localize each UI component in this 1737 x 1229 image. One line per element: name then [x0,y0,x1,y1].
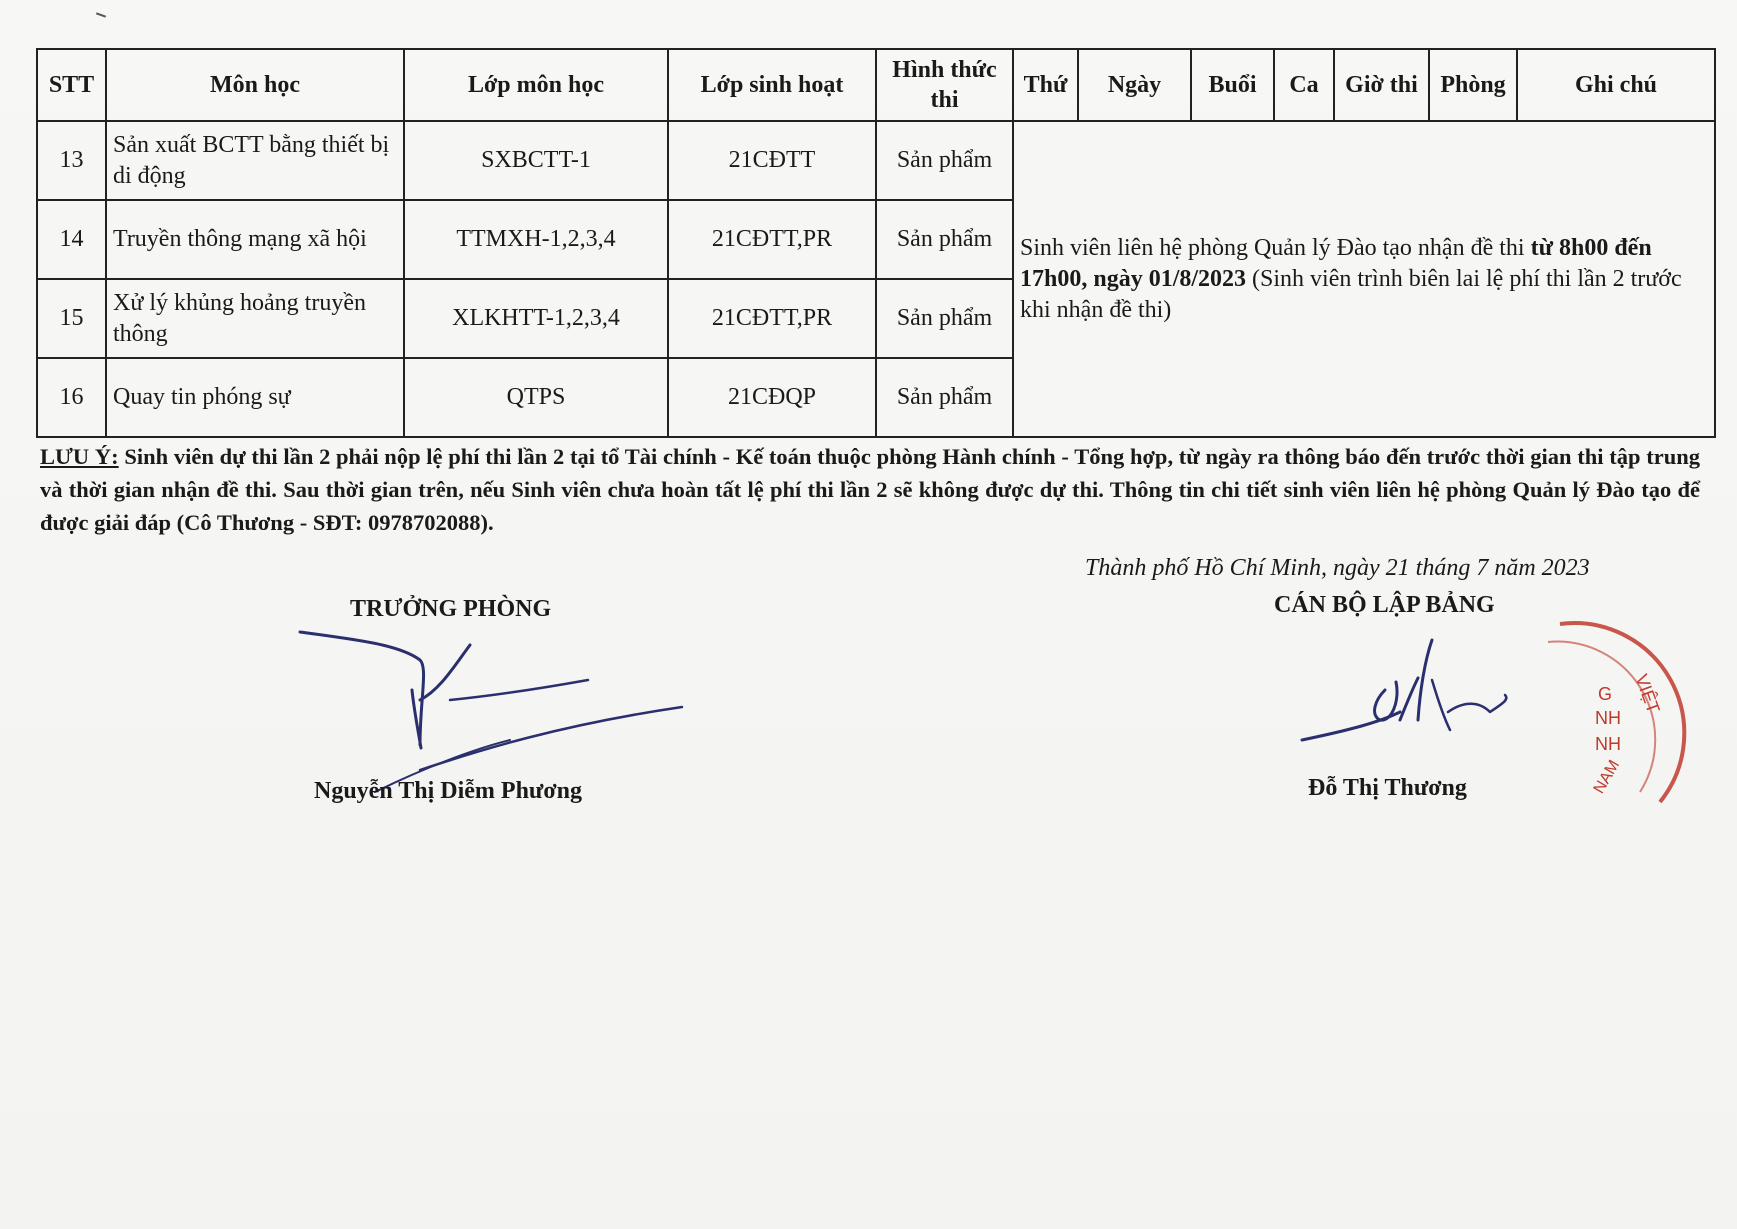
cell-stt: 15 [37,279,106,358]
cell-lop-sinh-hoat: 21CĐQP [668,358,876,437]
cell-stt: 16 [37,358,106,437]
signer-name-left: Nguyễn Thị Diễm Phương [314,778,582,804]
cell-lop-sinh-hoat: 21CĐTT,PR [668,200,876,279]
header-lop-mon-hoc: Lớp môn học [404,49,668,121]
cell-mon-hoc: Xử lý khủng hoảng truyền thông [106,279,404,358]
signature-right [1302,640,1506,740]
header-gio-thi: Giờ thi [1334,49,1429,121]
note-text-part3: (Sinh viên trình biên lai lệ phí thi lần 2 trước khi nhận đề thi) [1020,265,1682,323]
stamp-text-nh2: NH [1595,734,1621,754]
header-ca: Ca [1274,49,1334,121]
cell-hinh-thuc-thi: Sản phẩm [876,358,1013,437]
cell-lop-sinh-hoat: 21CĐTT [668,121,876,200]
header-ghi-chu: Ghi chú [1517,49,1715,121]
header-buoi: Buổi [1191,49,1274,121]
stamp-text-nam: NAM [1590,757,1624,797]
stamp-text-g: G [1598,684,1613,704]
cell-lop-mon-hoc: XLKHTT-1,2,3,4 [404,279,668,358]
header-thu: Thứ [1013,49,1078,121]
cell-lop-sinh-hoat: 21CĐTT,PR [668,279,876,358]
cell-hinh-thuc-thi: Sản phẩm [876,200,1013,279]
header-mon-hoc: Môn học [106,49,404,121]
cell-stt: 14 [37,200,106,279]
cell-hinh-thuc-thi: Sản phẩm [876,279,1013,358]
official-stamp [1540,612,1737,812]
date-location-line: Thành phố Hồ Chí Minh, ngày 21 tháng 7 năm 2023 [1085,555,1590,581]
note-text-part1: Sinh viên liên hệ phòng Quản lý Đào tạo nhận đề thi [1020,234,1531,261]
cell-lop-mon-hoc: QTPS [404,358,668,437]
cell-lop-mon-hoc: TTMXH-1,2,3,4 [404,200,668,279]
notice-label: LƯU Ý: [40,444,119,469]
signer-title-right: CÁN BỘ LẬP BẢNG [1274,592,1495,618]
cell-hinh-thuc-thi: Sản phẩm [876,121,1013,200]
header-hinh-thuc-thi: Hình thức thi [876,49,1013,121]
header-lop-sinh-hoat: Lớp sinh hoạt [668,49,876,121]
note-text-bold: từ 8h00 đến 17h00, ngày 01/8/2023 [1020,234,1652,292]
cell-lop-mon-hoc: SXBCTT-1 [404,121,668,200]
header-stt: STT [37,49,106,121]
stamp-text-nh1: NH [1595,708,1621,728]
cell-mon-hoc: Sản xuất BCTT bằng thiết bị di động [106,121,404,200]
header-ngay: Ngày [1078,49,1191,121]
header-phong: Phòng [1429,49,1517,121]
notice-text: Sinh viên dự thi lần 2 phải nộp lệ phí thi lần 2 tại tổ Tài chính - Kế toán thuộc phòng Hành chính - Tổng hợp, từ ngày ra thông báo đến trước thời gian thi tập trung và thời gian nhận đề thi. Sau thời gian trên, nếu Sinh viên chưa hoàn tất lệ phí thi lần 2 sẽ không được dự thi. Thông tin chi tiết sinh viên liên hệ phòng Quản lý Đào tạo để được giải đáp (Cô Thương - SĐT: 0978702088). [40,444,1700,535]
signer-title-left: TRƯỞNG PHÒNG [350,596,552,622]
cell-stt: 13 [37,121,106,200]
signature-left [300,632,682,792]
cell-mon-hoc: Truyền thông mạng xã hội [106,200,404,279]
stamp-text-viet: VIỆT [1631,671,1664,716]
cell-mon-hoc: Quay tin phóng sự [106,358,404,437]
signer-name-right: Đỗ Thị Thương [1308,775,1467,801]
